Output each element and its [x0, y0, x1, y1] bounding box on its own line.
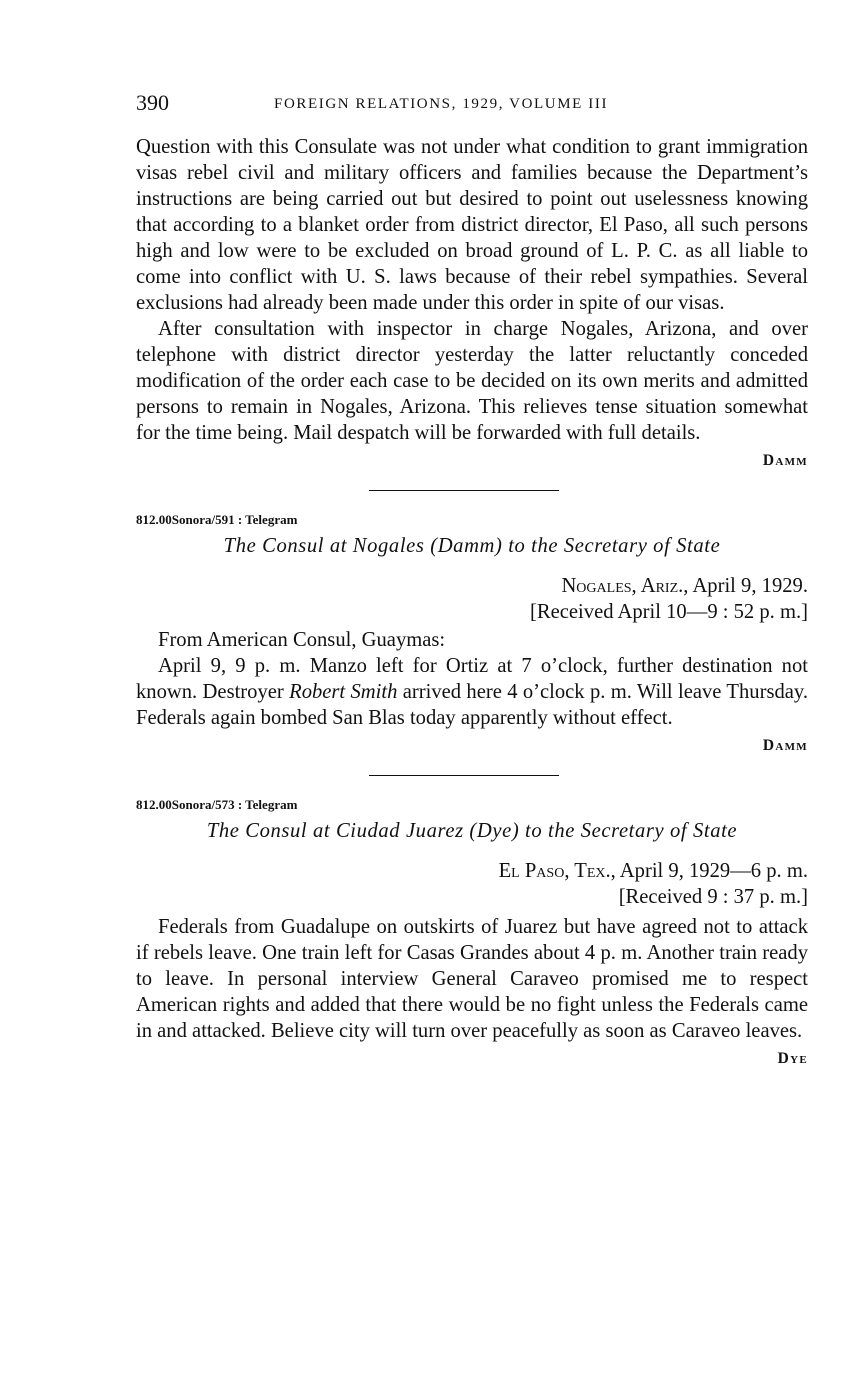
document-page [136, 84, 808, 1072]
section-divider [369, 490, 559, 491]
body-paragraph: After consultation with inspector in charge Nogales, Arizona, and over telephone with district director yesterday the latter reluctantly conceded modification of the order each case to be decided on its own merits and admitted persons to remain in Nogales, Arizona. This relieves tense situation somewhat for the time being. Mail despatch will be forwarded with full details. [136, 318, 808, 444]
body-text: arrived here 4 o’clock p. m. Will leave Thursday. Federals again bombed San Blas today apparently without effect. [136, 681, 808, 729]
page-number: 390 [136, 90, 169, 115]
running-title: FOREIGN RELATIONS, 1929, VOLUME III [274, 96, 609, 112]
salutation: From American Consul, Guaymas: [158, 629, 446, 651]
dateline-place: Nogales, Ariz., [561, 575, 689, 597]
body-text: April 9, 9 p. m. Manzo left for Ortiz at 7 o’clock, further destination not known. Destroyer [136, 655, 808, 703]
running-header [136, 84, 808, 116]
dateline [136, 858, 808, 884]
body-paragraph: Federals from Guadalupe on outskirts of Juarez but have agreed not to attack if rebels leave. One train left for Casas Grandes about 4 p. m. Another train ready to leave. In personal interview General Caraveo promised me to respect American rights and added that there would be no fight unless the Federals came in and attacked. Believe city will turn over peacefully as soon as Caraveo leaves. [136, 916, 808, 1042]
received-note: [Received April 10—9 : 52 p. m.] [530, 601, 808, 623]
dateline-place: El Paso, Tex., [498, 860, 616, 882]
signature: Damm [762, 452, 808, 469]
body-paragraph: Question with this Consulate was not under what condition to grant immigration visas rebel civil and military officers and families because the Department’s instructions are being carried out but desired to point out uselessness knowing that according to a blanket order from district director, El Paso, all such persons high and low were to be excluded on broad ground of L. P. C. as all liable to come into conflict with U. S. laws because of their rebel sympathies. Several exclusions had already been made under this order in spite of our visas. [136, 136, 808, 314]
file-reference: 812.00Sonora/591 : Telegram [136, 512, 298, 527]
signature: Damm [762, 737, 808, 754]
ship-name: Robert Smith [289, 681, 398, 703]
signature: Dye [777, 1050, 808, 1067]
document-title: The Consul at Nogales (Damm) to the Secretary of State [223, 535, 721, 557]
document-title: The Consul at Ciudad Juarez (Dye) to the Secretary of State [206, 820, 738, 842]
body-paragraph [136, 653, 808, 731]
received-note: [Received 9 : 37 p. m.] [618, 886, 808, 908]
dateline-date: April 9, 1929. [692, 575, 808, 597]
file-reference: 812.00Sonora/573 : Telegram [136, 797, 298, 812]
dateline [136, 573, 808, 599]
section-divider [369, 775, 559, 776]
dateline-date: April 9, 1929—6 p. m. [619, 860, 808, 882]
